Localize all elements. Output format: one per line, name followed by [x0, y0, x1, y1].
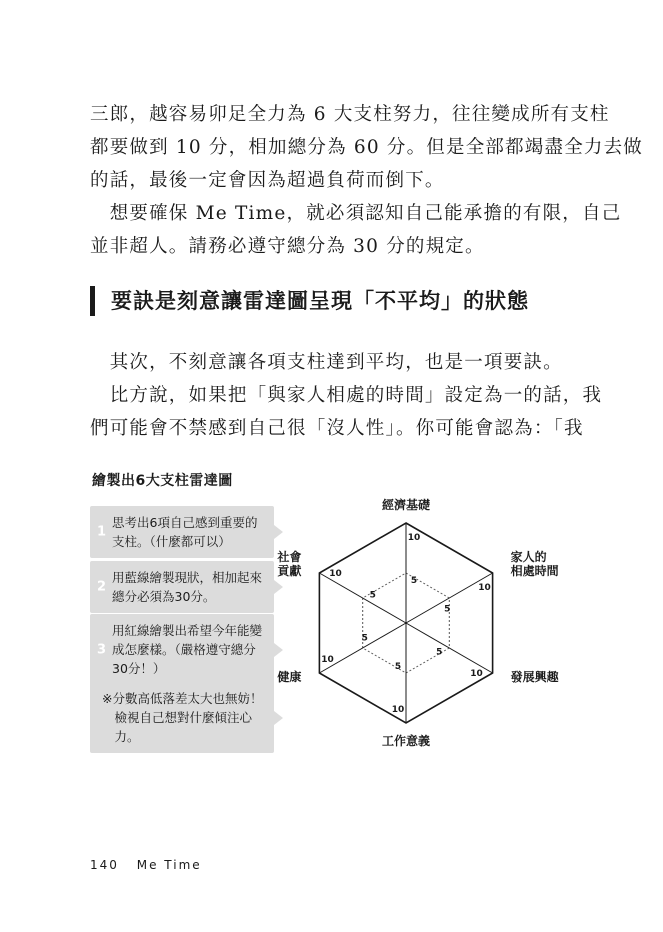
note-box	[90, 682, 274, 753]
tick-label-5: 5	[394, 662, 402, 672]
step-text: 支柱。（什麼都可以）	[112, 534, 231, 549]
step-number: 3	[97, 642, 107, 657]
radar-spoke	[406, 573, 493, 623]
note-text: 力。	[102, 729, 140, 744]
axis-label	[511, 549, 559, 578]
tick-label-5: 5	[369, 590, 376, 601]
step-text: 思考出6項自己感到重要的	[112, 515, 258, 530]
axis-label-line: 貢獻	[277, 564, 302, 578]
tick-label-5: 5	[410, 576, 418, 586]
note-text: 檢視自己想對什麼傾注心	[102, 710, 253, 725]
tick-label-10: 10	[470, 668, 483, 679]
step-text: 30分！）	[112, 661, 166, 676]
tick-label-5: 5	[361, 633, 368, 644]
axis-label-line: 發展興趣	[510, 670, 559, 684]
paragraph-2	[90, 197, 622, 263]
step-number: 1	[97, 524, 107, 540]
axis-label	[276, 669, 301, 684]
text-line: 都要做到 10 分，相加總分為 60 分。但是全部都竭盡全力去做	[90, 137, 644, 158]
step-text: 用藍線繪製現狀，相加起來	[112, 570, 263, 585]
page-number: 140	[90, 858, 119, 872]
tick-label-10: 10	[478, 582, 491, 593]
axis-label-line: 工作意義	[381, 734, 431, 748]
tick-label-10: 10	[407, 533, 421, 543]
text-line: 其次，不刻意讓各項支柱達到平均，也是一項要訣。	[90, 352, 563, 373]
radar-spoke	[406, 623, 493, 673]
tick-label-10: 10	[321, 655, 334, 666]
axis-label-line: 社會	[277, 550, 302, 564]
section-heading: 要訣是刻意讓雷達圖呈現「不平均」的狀態	[90, 286, 529, 316]
text-line: 想要確保 Me Time，就必須認知自己能承擔的有限，自己	[90, 203, 622, 224]
page-footer	[90, 858, 202, 872]
axis-label-line: 健康	[277, 670, 302, 684]
step-box-1	[90, 506, 274, 558]
paragraph-3	[90, 346, 603, 445]
figure-title: 繪製出6大支柱雷達圖	[92, 473, 233, 489]
axis-label	[381, 497, 431, 512]
axis-label-line: 相處時間	[510, 564, 559, 578]
axis-label	[382, 733, 430, 748]
step-box-2	[90, 561, 274, 613]
axis-label-line: 經濟基礎	[381, 498, 431, 512]
tick-label-10: 10	[391, 705, 405, 715]
radar-chart	[277, 495, 580, 755]
tick-label-5: 5	[444, 604, 451, 615]
tick-label-5: 5	[436, 647, 443, 658]
paragraph-1	[90, 98, 644, 197]
text-line: 三郎，越容易卯足全力為 6 大支柱努力，往往變成所有支柱	[90, 104, 610, 125]
step-text: 總分必須為30分。	[112, 589, 216, 604]
note-text: ※分數高低落差太大也無妨！	[102, 691, 263, 706]
axis-label	[511, 669, 559, 684]
text-line: 的話，最後一定會因為超過負荷而倒下。	[90, 170, 445, 191]
step-text: 成怎麼樣。（嚴格遵守總分	[112, 642, 256, 657]
step-box-3	[90, 614, 274, 685]
axis-label	[276, 549, 301, 578]
tick-label-10: 10	[329, 569, 342, 580]
text-line: 比方說，如果把「與家人相處的時間」設定為一的話，我	[90, 385, 603, 406]
text-line: 並非超人。請務必遵守總分為 30 分的規定。	[90, 236, 485, 257]
step-text: 用紅線繪製出希望今年能變	[112, 623, 263, 638]
text-line: 們可能會不禁感到自己很「沒人性」。你可能會認為：「我	[90, 418, 584, 439]
step-number: 2	[97, 579, 107, 595]
running-title: Me Time	[136, 858, 202, 872]
axis-label-line: 家人的	[510, 550, 547, 564]
